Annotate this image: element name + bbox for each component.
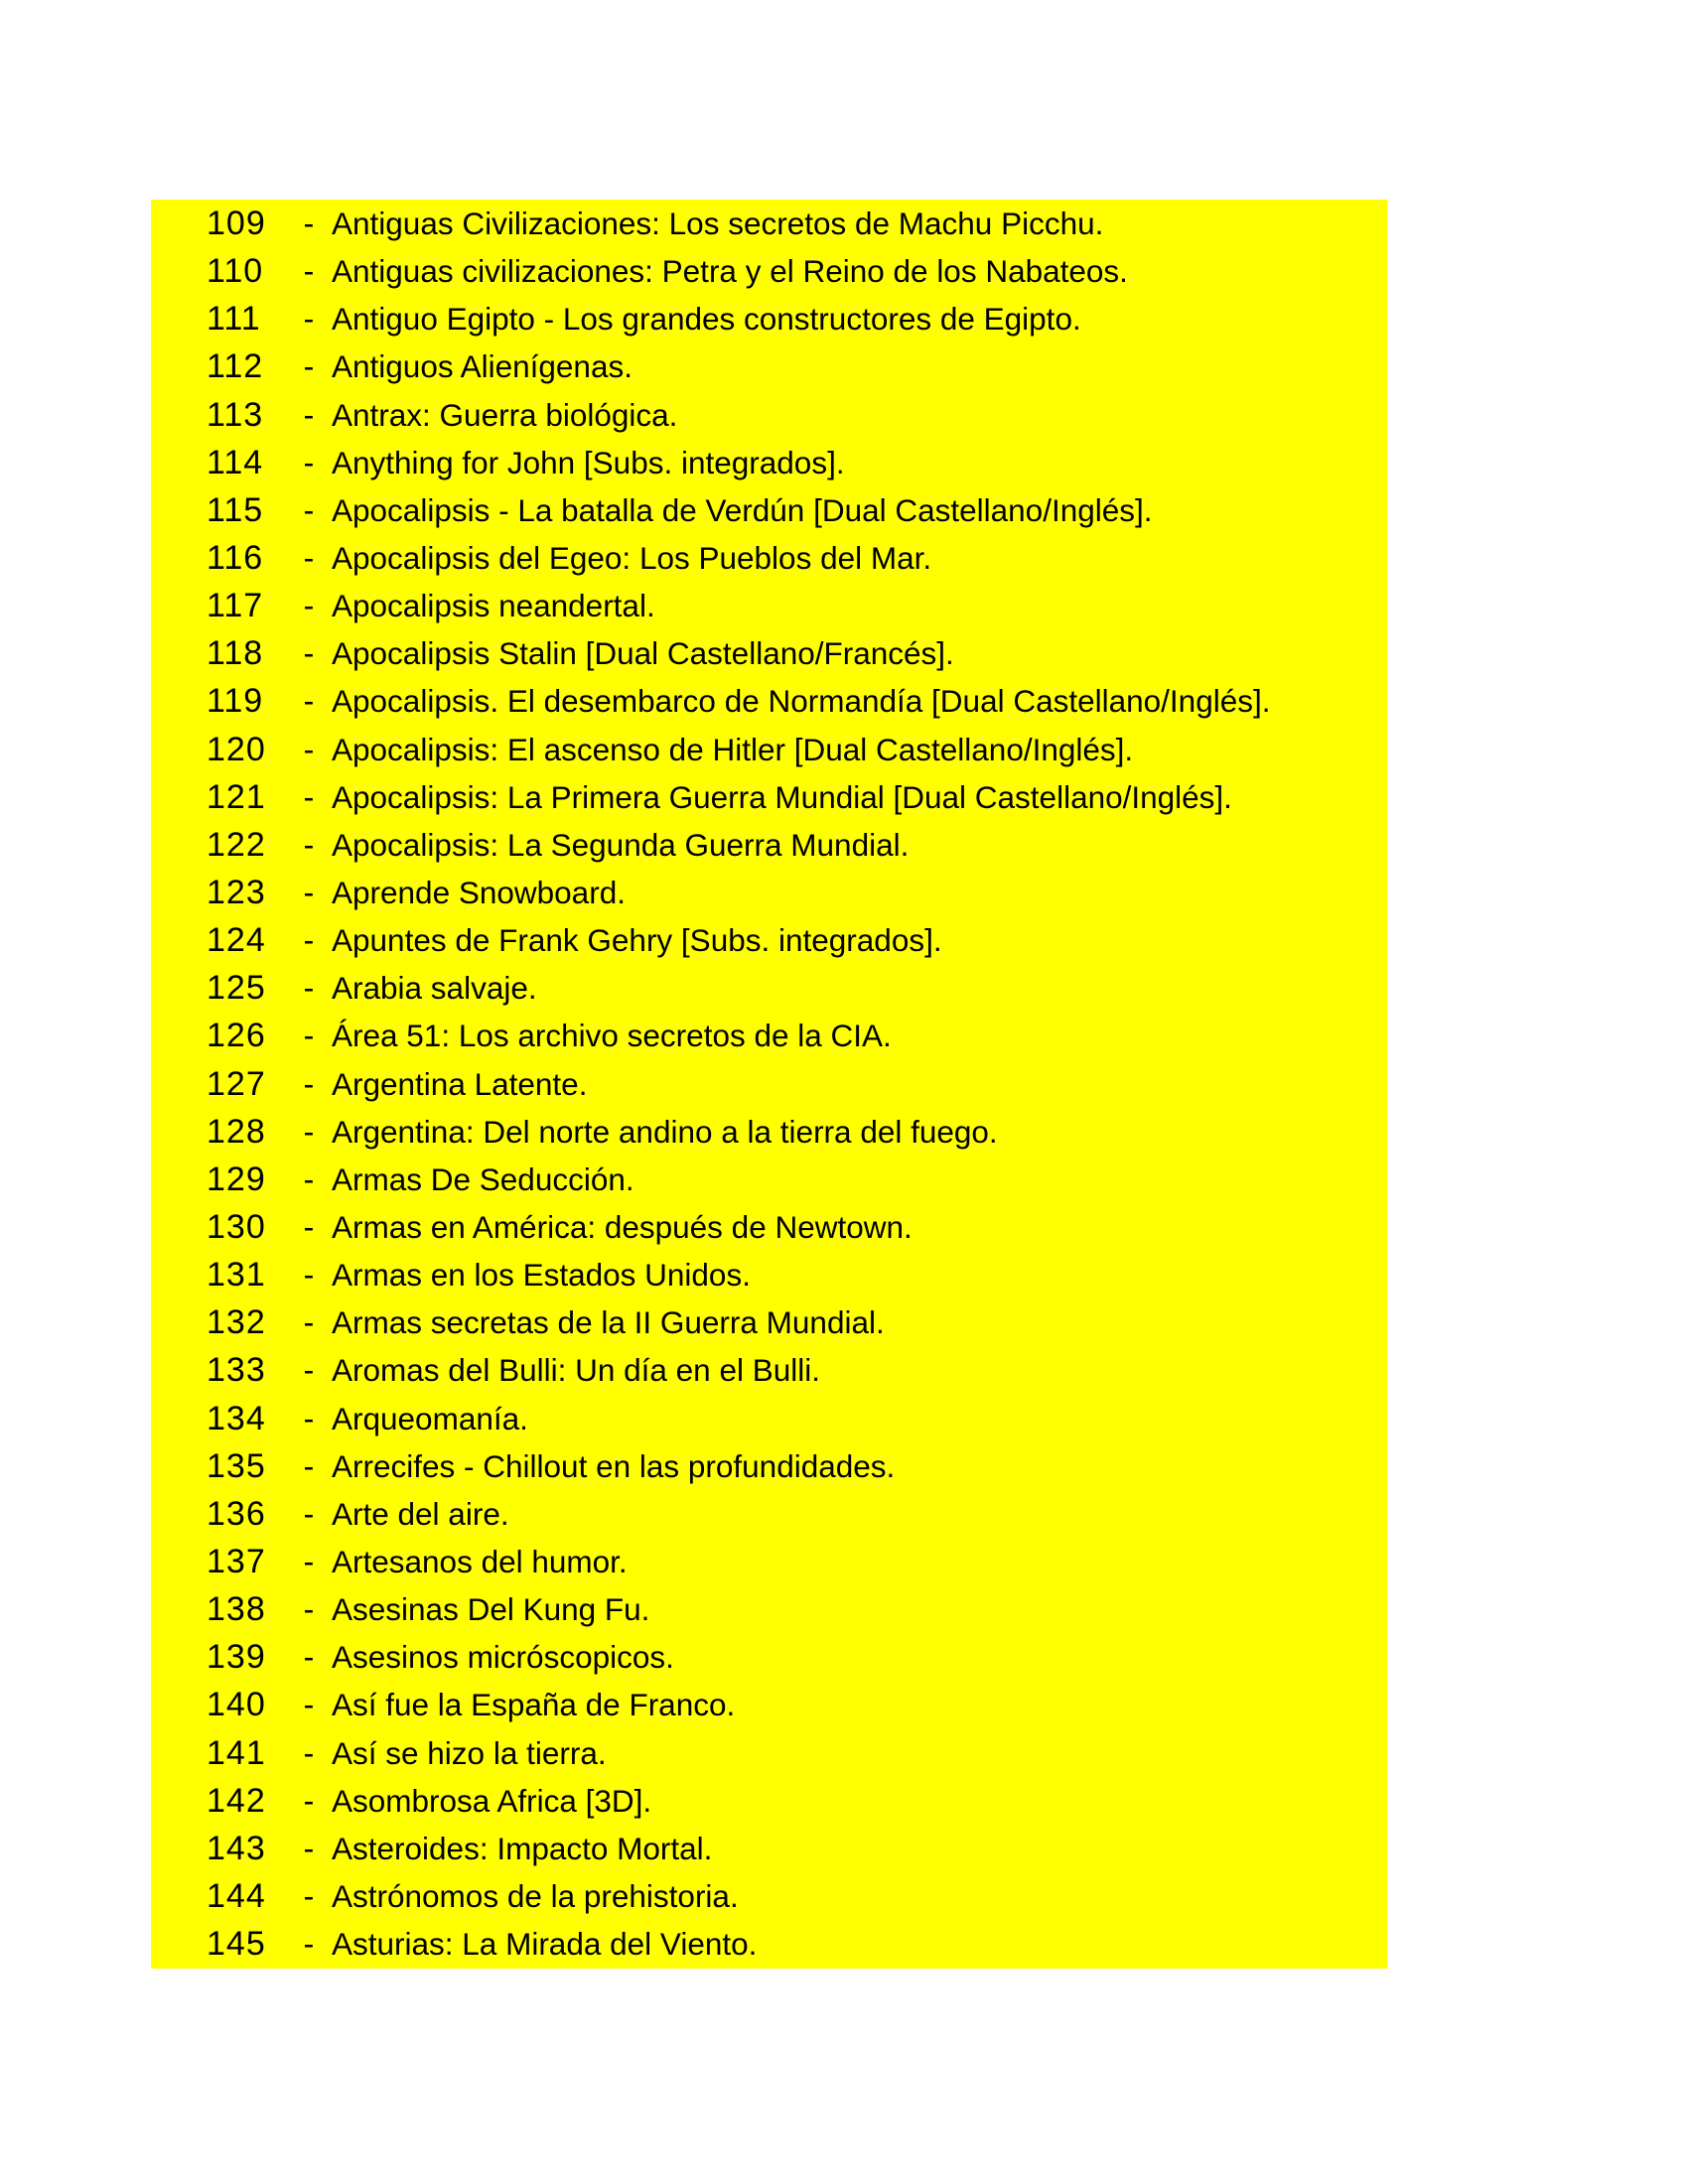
list-item	[151, 1729, 1387, 1777]
item-number: 145	[207, 1925, 266, 1964]
list-item	[151, 486, 1387, 534]
item-separator: -	[303, 588, 315, 624]
item-number: 117	[207, 587, 264, 625]
item-number: 126	[207, 1017, 266, 1055]
item-title: Antiguo Egipto - Los grandes constructores de Egipto.	[332, 301, 1081, 338]
item-number: 115	[207, 490, 264, 529]
item-title: Anything for John [Subs. integrados].	[332, 444, 845, 480]
item-separator: -	[303, 444, 315, 480]
list-item	[151, 439, 1387, 486]
item-title: Asturias: La Mirada del Viento.	[332, 1926, 758, 1963]
item-separator: -	[303, 922, 315, 959]
list-item	[151, 1585, 1387, 1633]
item-number: 139	[207, 1638, 266, 1677]
list-item	[151, 534, 1387, 582]
list-item	[151, 1442, 1387, 1490]
item-number: 136	[207, 1494, 266, 1533]
item-number: 132	[207, 1303, 266, 1342]
list-item	[151, 1346, 1387, 1394]
item-number: 135	[207, 1446, 266, 1485]
item-title: Astrónomos de la prehistoria.	[332, 1877, 739, 1914]
item-separator: -	[303, 301, 315, 338]
item-title: Arqueomanía.	[332, 1400, 528, 1436]
item-title: Antrax: Guerra biológica.	[332, 396, 678, 433]
list-item	[151, 391, 1387, 439]
item-separator: -	[303, 253, 315, 290]
item-title: Área 51: Los archivo secretos de la CIA.	[332, 1018, 892, 1054]
item-separator: -	[303, 348, 315, 385]
item-title: Arrecifes - Chillout en las profundidades.	[332, 1447, 896, 1484]
item-separator: -	[303, 1018, 315, 1054]
item-number: 144	[207, 1876, 266, 1915]
list-item	[151, 1490, 1387, 1538]
item-separator: -	[303, 874, 315, 910]
item-separator: -	[303, 1830, 315, 1866]
item-number: 141	[207, 1733, 266, 1772]
item-title: Así fue la España de Franco.	[332, 1687, 736, 1723]
list-item	[151, 1012, 1387, 1059]
item-number: 112	[207, 347, 264, 386]
item-separator: -	[303, 1113, 315, 1150]
item-number: 142	[207, 1781, 266, 1820]
list-item	[151, 1203, 1387, 1251]
list-item	[151, 1920, 1387, 1968]
item-title: Armas secretas de la II Guerra Mundial.	[332, 1304, 885, 1341]
item-separator: -	[303, 1208, 315, 1245]
item-number: 110	[207, 252, 264, 291]
item-separator: -	[303, 1447, 315, 1484]
item-title: Argentina Latente.	[332, 1065, 588, 1102]
item-separator: -	[303, 1495, 315, 1532]
item-separator: -	[303, 1304, 315, 1341]
item-separator: -	[303, 1734, 315, 1771]
item-separator: -	[303, 1687, 315, 1723]
item-number: 122	[207, 825, 266, 864]
item-title: Armas en los Estados Unidos.	[332, 1257, 751, 1294]
item-separator: -	[303, 1639, 315, 1676]
item-title: Argentina: Del norte andino a la tierra del fuego.	[332, 1113, 998, 1150]
item-separator: -	[303, 1400, 315, 1436]
list-item	[151, 1298, 1387, 1346]
item-number: 130	[207, 1207, 266, 1246]
list-item	[151, 1777, 1387, 1825]
item-title: Antiguas Civilizaciones: Los secretos de Machu Picchu.	[332, 205, 1104, 241]
item-separator: -	[303, 205, 315, 241]
list-item	[151, 1395, 1387, 1442]
item-number: 140	[207, 1686, 266, 1724]
item-separator: -	[303, 1782, 315, 1819]
item-separator: -	[303, 683, 315, 720]
item-number: 138	[207, 1590, 266, 1629]
item-number: 134	[207, 1399, 266, 1437]
item-separator: -	[303, 1352, 315, 1389]
item-number: 143	[207, 1829, 266, 1867]
list-item	[151, 964, 1387, 1012]
item-number: 114	[207, 443, 264, 481]
item-separator: -	[303, 1257, 315, 1294]
list-item	[151, 1108, 1387, 1156]
documentary-list	[151, 200, 1387, 1968]
item-number: 128	[207, 1112, 266, 1151]
item-number: 116	[207, 538, 264, 577]
list-item	[151, 200, 1387, 247]
item-title: Arabia salvaje.	[332, 970, 537, 1007]
item-title: Apocalipsis neandertal.	[332, 588, 655, 624]
item-number: 131	[207, 1256, 266, 1295]
list-item	[151, 247, 1387, 295]
item-number: 109	[207, 205, 266, 242]
item-title: Apocalipsis: La Primera Guerra Mundial [Dual Castellano/Inglés].	[332, 778, 1232, 815]
item-title: Aromas del Bulli: Un día en el Bulli.	[332, 1352, 820, 1389]
list-item	[151, 1251, 1387, 1298]
list-item	[151, 1681, 1387, 1728]
item-separator: -	[303, 970, 315, 1007]
item-separator: -	[303, 1877, 315, 1914]
list-item	[151, 295, 1387, 342]
list-item	[151, 726, 1387, 773]
item-title: Antiguas civilizaciones: Petra y el Reino de los Nabateos.	[332, 253, 1128, 290]
item-separator: -	[303, 778, 315, 815]
item-number: 120	[207, 730, 266, 768]
list-item	[151, 1538, 1387, 1585]
item-title: Apocalipsis - La batalla de Verdún [Dual Castellano/Inglés].	[332, 491, 1153, 528]
item-separator: -	[303, 396, 315, 433]
list-item	[151, 629, 1387, 677]
item-number: 129	[207, 1160, 266, 1198]
item-separator: -	[303, 1543, 315, 1579]
item-number: 118	[207, 634, 264, 673]
list-item	[151, 1872, 1387, 1920]
item-separator: -	[303, 826, 315, 863]
item-number: 137	[207, 1542, 266, 1580]
item-title: Asesinos micróscopicos.	[332, 1639, 674, 1676]
item-separator: -	[303, 731, 315, 767]
list-item	[151, 821, 1387, 869]
item-separator: -	[303, 635, 315, 672]
item-title: Asesinas Del Kung Fu.	[332, 1591, 650, 1628]
item-title: Armas De Seducción.	[332, 1160, 634, 1197]
item-title: Apocalipsis Stalin [Dual Castellano/Francés].	[332, 635, 954, 672]
item-title: Apuntes de Frank Gehry [Subs. integrados].	[332, 922, 942, 959]
list-item	[151, 1156, 1387, 1203]
item-number: 125	[207, 969, 266, 1008]
item-number: 113	[207, 395, 264, 434]
item-number: 111	[207, 300, 261, 339]
item-separator: -	[303, 1065, 315, 1102]
item-number: 124	[207, 921, 266, 960]
item-separator: -	[303, 491, 315, 528]
item-number: 123	[207, 873, 266, 911]
list-item	[151, 1825, 1387, 1872]
item-title: Asombrosa Africa [3D].	[332, 1782, 652, 1819]
list-item	[151, 773, 1387, 821]
item-number: 127	[207, 1064, 266, 1103]
item-title: Asteroides: Impacto Mortal.	[332, 1830, 713, 1866]
item-separator: -	[303, 1591, 315, 1628]
item-title: Apocalipsis del Egeo: Los Pueblos del Mar.	[332, 539, 932, 576]
item-title: Antiguos Alienígenas.	[332, 348, 633, 385]
list-item	[151, 582, 1387, 629]
list-item	[151, 1060, 1387, 1108]
item-title: Armas en América: después de Newtown.	[332, 1208, 913, 1245]
item-number: 133	[207, 1351, 266, 1390]
item-title: Arte del aire.	[332, 1495, 509, 1532]
item-title: Apocalipsis: El ascenso de Hitler [Dual Castellano/Inglés].	[332, 731, 1134, 767]
item-separator: -	[303, 1160, 315, 1197]
list-item	[151, 1633, 1387, 1681]
item-separator: -	[303, 539, 315, 576]
list-item	[151, 677, 1387, 725]
item-number: 119	[207, 682, 264, 721]
item-title: Artesanos del humor.	[332, 1543, 628, 1579]
list-item	[151, 342, 1387, 390]
item-title: Apocalipsis: La Segunda Guerra Mundial.	[332, 826, 910, 863]
item-title: Así se hizo la tierra.	[332, 1734, 607, 1771]
item-title: Aprende Snowboard.	[332, 874, 626, 910]
list-item	[151, 869, 1387, 916]
item-title: Apocalipsis. El desembarco de Normandía [Dual Castellano/Inglés].	[332, 683, 1271, 720]
item-separator: -	[303, 1926, 315, 1963]
item-number: 121	[207, 777, 266, 816]
list-item	[151, 916, 1387, 964]
